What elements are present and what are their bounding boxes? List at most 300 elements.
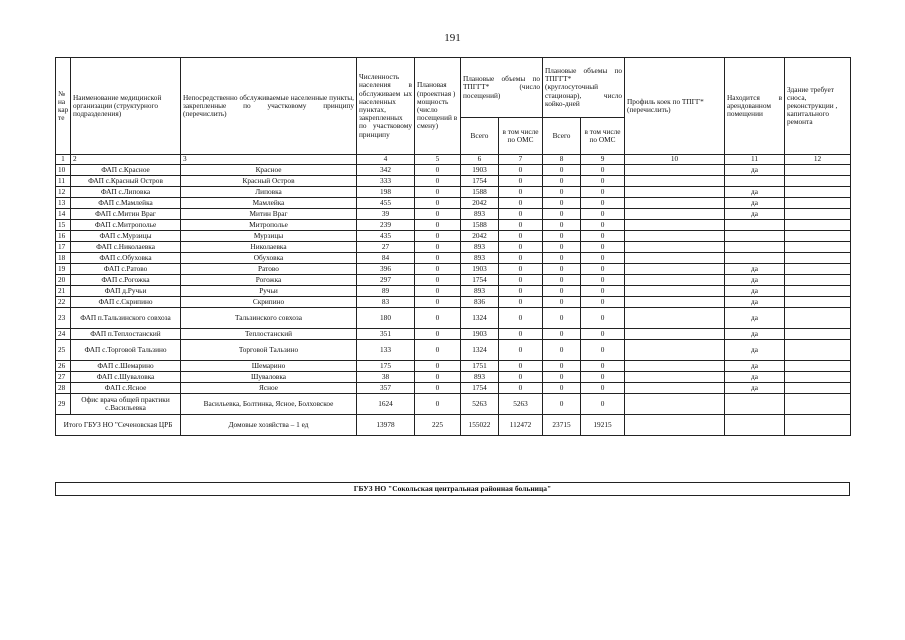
bed-profile-cell [625, 231, 725, 242]
rented-cell: да [725, 383, 785, 394]
visits-total-cell: 2042 [461, 231, 499, 242]
visits-total-cell: 1324 [461, 308, 499, 329]
population-cell: 357 [357, 383, 415, 394]
capacity-cell: 0 [415, 297, 461, 308]
visits-total-cell: 1903 [461, 165, 499, 176]
stationary-total-cell: 0 [543, 187, 581, 198]
stationary-oms-cell: 0 [581, 198, 625, 209]
capacity-cell: 0 [415, 253, 461, 264]
capacity-cell: 0 [415, 176, 461, 187]
table-row [56, 176, 851, 187]
stationary-oms-cell: 0 [581, 308, 625, 329]
rented-cell: да [725, 264, 785, 275]
stationary-oms-cell: 0 [581, 220, 625, 231]
bed-profile-cell [625, 220, 725, 231]
bed-profile-cell [625, 264, 725, 275]
header-visits-total: Всего [461, 118, 499, 155]
org-name-cell: ФАП с.Липовка [71, 187, 181, 198]
stationary-oms-cell: 0 [581, 297, 625, 308]
table-row [56, 383, 851, 394]
rented-cell: да [725, 209, 785, 220]
table-row [56, 340, 851, 361]
served-points-cell: Митин Враг [181, 209, 357, 220]
population-cell: 89 [357, 286, 415, 297]
capacity-cell: 0 [415, 286, 461, 297]
table-row [56, 253, 851, 264]
row-number-cell: 20 [56, 275, 71, 286]
stationary-oms-cell: 0 [581, 340, 625, 361]
visits-total-cell: 1903 [461, 264, 499, 275]
population-cell: 83 [357, 297, 415, 308]
capacity-cell: 0 [415, 198, 461, 209]
stationary-total-cell: 0 [543, 242, 581, 253]
visits-oms-cell: 0 [499, 286, 543, 297]
stationary-oms-cell: 0 [581, 209, 625, 220]
visits-total-cell: 1751 [461, 361, 499, 372]
row-number-cell: 27 [56, 372, 71, 383]
repair-cell [785, 340, 851, 361]
served-points-cell: Рогожка [181, 275, 357, 286]
visits-oms-cell: 0 [499, 253, 543, 264]
population-cell: 84 [357, 253, 415, 264]
table-row [56, 329, 851, 340]
total-label: Итого ГБУЗ НО "Сеченовская ЦРБ [56, 415, 181, 436]
bed-profile-cell [625, 394, 725, 415]
org-name-cell: ФАП д.Ручьи [71, 286, 181, 297]
org-name-cell: ФАП с.Мурзицы [71, 231, 181, 242]
stationary-total-cell: 0 [543, 165, 581, 176]
stationary-oms-cell: 0 [581, 372, 625, 383]
stationary-total-cell: 0 [543, 340, 581, 361]
visits-oms-cell: 5263 [499, 394, 543, 415]
repair-cell [785, 297, 851, 308]
rented-cell [725, 242, 785, 253]
stationary-oms-cell: 0 [581, 165, 625, 176]
stationary-total-cell: 0 [543, 198, 581, 209]
rented-cell: да [725, 286, 785, 297]
row-number-cell: 21 [56, 286, 71, 297]
table-row [56, 242, 851, 253]
row-number-cell: 13 [56, 198, 71, 209]
repair-cell [785, 231, 851, 242]
header-points: Непосредственно обслуживаемые населенные пункты, закрепленные по участковому принципу (перечислить) [181, 58, 357, 155]
population-cell: 133 [357, 340, 415, 361]
org-name-cell: ФАП с.Шемарино [71, 361, 181, 372]
visits-oms-cell: 0 [499, 372, 543, 383]
capacity-cell: 0 [415, 372, 461, 383]
table-row [56, 372, 851, 383]
table-row [56, 198, 851, 209]
served-points-cell: Митрополье [181, 220, 357, 231]
header-rented: Находится в арендованном помещении [725, 58, 785, 155]
total-rented [725, 415, 785, 436]
visits-total-cell: 5263 [461, 394, 499, 415]
stationary-oms-cell: 0 [581, 394, 625, 415]
capacity-cell: 0 [415, 340, 461, 361]
served-points-cell: Скрипино [181, 297, 357, 308]
bed-profile-cell [625, 187, 725, 198]
next-organization-title: ГБУЗ НО "Сокольская центральная районная больница" [55, 482, 850, 496]
rented-cell [725, 253, 785, 264]
repair-cell [785, 242, 851, 253]
stationary-oms-cell: 0 [581, 329, 625, 340]
rented-cell [725, 176, 785, 187]
repair-cell [785, 286, 851, 297]
stationary-total-cell: 0 [543, 209, 581, 220]
facilities-table [55, 57, 851, 436]
visits-oms-cell: 0 [499, 383, 543, 394]
capacity-cell: 0 [415, 187, 461, 198]
stationary-total-cell: 0 [543, 231, 581, 242]
col-num: 4 [357, 155, 415, 165]
stationary-oms-cell: 0 [581, 361, 625, 372]
bed-profile-cell [625, 253, 725, 264]
header-profile: Профиль коек по ТПГГ* (перечислить) [625, 58, 725, 155]
served-points-cell: Шуваловка [181, 372, 357, 383]
stationary-oms-cell: 0 [581, 231, 625, 242]
header-stationary-total: Всего [543, 118, 581, 155]
capacity-cell: 0 [415, 242, 461, 253]
rented-cell: да [725, 308, 785, 329]
org-name-cell: ФАП с.Ратово [71, 264, 181, 275]
org-name-cell: ФАП с.Митин Враг [71, 209, 181, 220]
served-points-cell: Красное [181, 165, 357, 176]
total-row [56, 415, 851, 436]
population-cell: 27 [357, 242, 415, 253]
capacity-cell: 0 [415, 308, 461, 329]
total-population: 13978 [357, 415, 415, 436]
visits-total-cell: 893 [461, 242, 499, 253]
capacity-cell: 0 [415, 231, 461, 242]
stationary-total-cell: 0 [543, 275, 581, 286]
capacity-cell: 0 [415, 329, 461, 340]
total-stationary: 23715 [543, 415, 581, 436]
table-row [56, 187, 851, 198]
table-row [56, 297, 851, 308]
population-cell: 180 [357, 308, 415, 329]
bed-profile-cell [625, 198, 725, 209]
col-num: 2 [71, 155, 181, 165]
repair-cell [785, 253, 851, 264]
table-row [56, 275, 851, 286]
repair-cell [785, 308, 851, 329]
capacity-cell: 0 [415, 275, 461, 286]
visits-oms-cell: 0 [499, 231, 543, 242]
population-cell: 297 [357, 275, 415, 286]
bed-profile-cell [625, 372, 725, 383]
population-cell: 435 [357, 231, 415, 242]
row-number-cell: 14 [56, 209, 71, 220]
total-visits: 155022 [461, 415, 499, 436]
row-number-cell: 11 [56, 176, 71, 187]
header-population: Численность населения в обслуживаем ых населенных пунктах, закрепленных по участковому принципу [357, 58, 415, 155]
visits-oms-cell: 0 [499, 329, 543, 340]
capacity-cell: 0 [415, 165, 461, 176]
col-num: 6 [461, 155, 499, 165]
header-visits: Плановые объемы по ТПГГТ* (число посещений) [461, 58, 543, 118]
table-row [56, 220, 851, 231]
header-org: Наименование медицинской организации (структурного подразделения) [71, 58, 181, 155]
header-stationary-oms: в том числе по ОМС [581, 118, 625, 155]
repair-cell [785, 220, 851, 231]
bed-profile-cell [625, 308, 725, 329]
visits-total-cell: 1588 [461, 187, 499, 198]
org-name-cell: ФАП с.Митрополье [71, 220, 181, 231]
repair-cell [785, 372, 851, 383]
org-name-cell: ФАП с.Рогожка [71, 275, 181, 286]
visits-oms-cell: 0 [499, 242, 543, 253]
repair-cell [785, 264, 851, 275]
visits-total-cell: 1588 [461, 220, 499, 231]
visits-oms-cell: 0 [499, 340, 543, 361]
served-points-cell: Мурзицы [181, 231, 357, 242]
col-num: 3 [181, 155, 357, 165]
visits-oms-cell: 0 [499, 209, 543, 220]
visits-total-cell: 893 [461, 286, 499, 297]
rented-cell: да [725, 297, 785, 308]
row-number-cell: 10 [56, 165, 71, 176]
repair-cell [785, 394, 851, 415]
population-cell: 342 [357, 165, 415, 176]
population-cell: 175 [357, 361, 415, 372]
served-points-cell: Обуховка [181, 253, 357, 264]
stationary-total-cell: 0 [543, 176, 581, 187]
stationary-total-cell: 0 [543, 264, 581, 275]
rented-cell: да [725, 275, 785, 286]
stationary-oms-cell: 0 [581, 187, 625, 198]
col-num: 1 [56, 155, 71, 165]
stationary-oms-cell: 0 [581, 264, 625, 275]
visits-oms-cell: 0 [499, 297, 543, 308]
visits-oms-cell: 0 [499, 264, 543, 275]
row-number-cell: 15 [56, 220, 71, 231]
served-points-cell: Липовка [181, 187, 357, 198]
served-points-cell: Ясное [181, 383, 357, 394]
capacity-cell: 0 [415, 361, 461, 372]
column-numbers-row [56, 155, 851, 165]
table-row [56, 209, 851, 220]
population-cell: 455 [357, 198, 415, 209]
row-number-cell: 29 [56, 394, 71, 415]
header-capacity: Плановая (проектная ) мощность (число посещений в смену) [415, 58, 461, 155]
bed-profile-cell [625, 297, 725, 308]
row-number-cell: 28 [56, 383, 71, 394]
row-number-cell: 18 [56, 253, 71, 264]
col-num: 12 [785, 155, 851, 165]
row-number-cell: 22 [56, 297, 71, 308]
visits-total-cell: 1754 [461, 176, 499, 187]
org-name-cell: ФАП с.Ясное [71, 383, 181, 394]
visits-oms-cell: 0 [499, 361, 543, 372]
stationary-total-cell: 0 [543, 253, 581, 264]
col-num: 9 [581, 155, 625, 165]
served-points-cell: Красный Остров [181, 176, 357, 187]
visits-total-cell: 893 [461, 372, 499, 383]
row-number-cell: 17 [56, 242, 71, 253]
bed-profile-cell [625, 176, 725, 187]
repair-cell [785, 187, 851, 198]
population-cell: 239 [357, 220, 415, 231]
stationary-total-cell: 0 [543, 329, 581, 340]
row-number-cell: 26 [56, 361, 71, 372]
org-name-cell: ФАП с.Николаевка [71, 242, 181, 253]
row-number-cell: 19 [56, 264, 71, 275]
total-points: Домовые хозяйства – 1 ед [181, 415, 357, 436]
population-cell: 333 [357, 176, 415, 187]
org-name-cell: ФАП с.Мамлейка [71, 198, 181, 209]
col-num: 8 [543, 155, 581, 165]
header-num: № на кар те [56, 58, 71, 155]
stationary-total-cell: 0 [543, 297, 581, 308]
table-row [56, 394, 851, 415]
visits-total-cell: 2042 [461, 198, 499, 209]
visits-total-cell: 893 [461, 209, 499, 220]
row-number-cell: 25 [56, 340, 71, 361]
visits-total-cell: 1903 [461, 329, 499, 340]
stationary-total-cell: 0 [543, 308, 581, 329]
total-visits-oms: 112472 [499, 415, 543, 436]
bed-profile-cell [625, 165, 725, 176]
visits-oms-cell: 0 [499, 165, 543, 176]
header-visits-oms: в том числе по ОМС [499, 118, 543, 155]
bed-profile-cell [625, 329, 725, 340]
capacity-cell: 0 [415, 209, 461, 220]
table-row [56, 308, 851, 329]
served-points-cell: Торговой Тальзино [181, 340, 357, 361]
visits-oms-cell: 0 [499, 176, 543, 187]
capacity-cell: 0 [415, 264, 461, 275]
col-num: 5 [415, 155, 461, 165]
bed-profile-cell [625, 361, 725, 372]
table-row [56, 231, 851, 242]
table-row [56, 165, 851, 176]
stationary-total-cell: 0 [543, 394, 581, 415]
visits-oms-cell: 0 [499, 187, 543, 198]
stationary-total-cell: 0 [543, 286, 581, 297]
row-number-cell: 24 [56, 329, 71, 340]
repair-cell [785, 275, 851, 286]
col-num: 10 [625, 155, 725, 165]
rented-cell: да [725, 329, 785, 340]
capacity-cell: 0 [415, 220, 461, 231]
org-name-cell: ФАП с.Торговой Тальзино [71, 340, 181, 361]
stationary-total-cell: 0 [543, 383, 581, 394]
total-profile [625, 415, 725, 436]
served-points-cell: Васильевка, Болтинка, Ясное, Болховское [181, 394, 357, 415]
visits-total-cell: 836 [461, 297, 499, 308]
org-name-cell: ФАП с.Красный Остров [71, 176, 181, 187]
rented-cell: да [725, 372, 785, 383]
bed-profile-cell [625, 209, 725, 220]
population-cell: 396 [357, 264, 415, 275]
org-name-cell: ФАП п.Теплостанский [71, 329, 181, 340]
repair-cell [785, 329, 851, 340]
rented-cell: да [725, 361, 785, 372]
visits-oms-cell: 0 [499, 220, 543, 231]
total-capacity: 225 [415, 415, 461, 436]
rented-cell: да [725, 198, 785, 209]
rented-cell [725, 231, 785, 242]
population-cell: 198 [357, 187, 415, 198]
org-name-cell: ФАП с.Шуваловка [71, 372, 181, 383]
col-num: 7 [499, 155, 543, 165]
row-number-cell: 16 [56, 231, 71, 242]
visits-total-cell: 1324 [461, 340, 499, 361]
org-name-cell: ФАП с.Красное [71, 165, 181, 176]
stationary-total-cell: 0 [543, 372, 581, 383]
bed-profile-cell [625, 340, 725, 361]
rented-cell [725, 220, 785, 231]
bed-profile-cell [625, 383, 725, 394]
page-number: 191 [444, 32, 461, 44]
served-points-cell: Мамлейка [181, 198, 357, 209]
stationary-oms-cell: 0 [581, 286, 625, 297]
served-points-cell: Тальзинского совхоза [181, 308, 357, 329]
stationary-total-cell: 0 [543, 361, 581, 372]
visits-oms-cell: 0 [499, 198, 543, 209]
rented-cell [725, 394, 785, 415]
repair-cell [785, 209, 851, 220]
table-row [56, 264, 851, 275]
col-num: 11 [725, 155, 785, 165]
table-row [56, 361, 851, 372]
visits-total-cell: 1754 [461, 275, 499, 286]
stationary-oms-cell: 0 [581, 275, 625, 286]
visits-total-cell: 893 [461, 253, 499, 264]
rented-cell: да [725, 165, 785, 176]
population-cell: 38 [357, 372, 415, 383]
capacity-cell: 0 [415, 383, 461, 394]
served-points-cell: Ручьи [181, 286, 357, 297]
repair-cell [785, 176, 851, 187]
served-points-cell: Шемарино [181, 361, 357, 372]
bed-profile-cell [625, 275, 725, 286]
repair-cell [785, 165, 851, 176]
header-repair: Здание требует сноса, реконструкции , капитального ремонта [785, 58, 851, 155]
stationary-total-cell: 0 [543, 220, 581, 231]
served-points-cell: Теплостанский [181, 329, 357, 340]
header-stationary: Плановые объемы по ТПГГТ* (круглосуточный стационар), число койко-дней [543, 58, 625, 118]
rented-cell: да [725, 187, 785, 198]
repair-cell [785, 361, 851, 372]
population-cell: 1624 [357, 394, 415, 415]
org-name-cell: ФАП с.Обуховка [71, 253, 181, 264]
org-name-cell: Офис врача общей практики с.Васильевка [71, 394, 181, 415]
repair-cell [785, 198, 851, 209]
population-cell: 39 [357, 209, 415, 220]
served-points-cell: Николаевка [181, 242, 357, 253]
served-points-cell: Ратово [181, 264, 357, 275]
row-number-cell: 23 [56, 308, 71, 329]
rented-cell: да [725, 340, 785, 361]
total-stationary-oms: 19215 [581, 415, 625, 436]
org-name-cell: ФАП с.Скрипино [71, 297, 181, 308]
bed-profile-cell [625, 242, 725, 253]
table-row [56, 286, 851, 297]
stationary-oms-cell: 0 [581, 242, 625, 253]
visits-oms-cell: 0 [499, 308, 543, 329]
bed-profile-cell [625, 286, 725, 297]
capacity-cell: 0 [415, 394, 461, 415]
stationary-oms-cell: 0 [581, 383, 625, 394]
visits-oms-cell: 0 [499, 275, 543, 286]
org-name-cell: ФАП п.Тальзинского совхоза [71, 308, 181, 329]
repair-cell [785, 383, 851, 394]
visits-total-cell: 1754 [461, 383, 499, 394]
total-repair [785, 415, 851, 436]
row-number-cell: 12 [56, 187, 71, 198]
population-cell: 351 [357, 329, 415, 340]
